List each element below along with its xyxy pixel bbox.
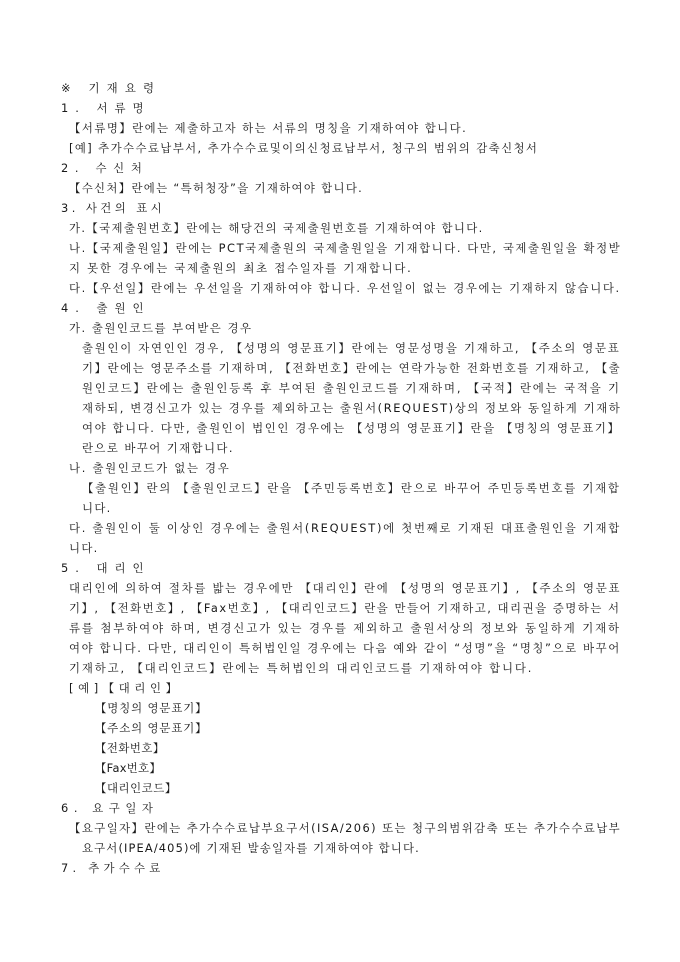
example-line: [예]【대리인】 [69,681,182,695]
section-heading: 6. 요구일자 [61,801,159,815]
paragraph-line: 다. 출원인이 둘 이상인 경우에는 출원서(REQUEST)에 첫번째로 기재된 대표출원인을 기재합 [69,521,622,535]
paragraph-line: 요구서(IPEA/405)에 기재된 발송일자를 기재하여야 합니다. [82,841,420,855]
example-item: 【명칭의 영문표기】 [95,701,208,715]
example-item: 【주소의 영문표기】 [95,721,208,735]
paragraph-line: 니다. [82,501,112,515]
paragraph-line: 기】란에는 영문주소를 기재하며, 【전화번호】란에는 연락가능한 전화번호를 기재하고, 【출 [82,361,622,375]
example-line: [예] 추가수수료납부서, 추가수수료및이의신청료납부서, 청구의 범위의 감축신청서 [69,141,539,155]
paragraph-line: 출원인이 자연인인 경우, 【성명의 영문표기】란에는 영문성명을 기재하고, 【주소의 영문표 [82,341,621,355]
paragraph-line: 여야 합니다. 다만, 출원인이 법인인 경우에는 【성명의 영문표기】란을 【명칭의 영문표기】 [82,421,621,435]
paragraph-line: 【수신처】란에는 “특허청장”을 기재하여야 합니다. [69,181,364,195]
paragraph-line: 류를 첨부하여야 하며, 변경신고가 있는 경우를 제외하고 출원서상의 정보와 동일하게 기재하 [69,621,621,635]
paragraph-line: 기재하고, 【대리인코드】란에는 특허법인의 대리인코드를 기재하여야 합니다. [69,661,534,675]
paragraph-line: 니다. [69,541,99,555]
section-heading: 5. 대리인 [61,561,151,575]
paragraph-line: 기】, 【전화번호】, 【Fax번호】, 【대리인코드】란을 만들어 기재하고, 대리권을 증명하는 서 [69,601,621,615]
subsection-heading: 나. 출원인코드가 없는 경우 [69,461,231,475]
paragraph-line: 【출원인】란의 【출원인코드】란을 【주민등록번호】란으로 바꾸어 주민등록번호를 기재합 [82,481,621,495]
section-heading: 7. 추가수수료 [61,861,165,875]
paragraph-line: 가.【국제출원번호】란에는 해당건의 국제출원번호를 기재하여야 합니다. [69,221,484,235]
example-item: 【Fax번호】 [95,761,162,775]
section-heading: 2. 수신처 [61,161,149,175]
paragraph-line: 다.【우선일】란에는 우선일을 기재하여야 합니다. 우선일이 없는 경우에는 기재하지 않습니다. [69,281,621,295]
paragraph-line: 원인코드】란에는 출원인등록 후 부여된 출원인코드를 기재하며, 【국적】란에는 국적을 기 [82,381,621,395]
subsection-heading: 가. 출원인코드를 부여받은 경우 [69,321,253,335]
paragraph-line: 대리인에 의하여 절차를 밟는 경우에만 【대리인】란에 【성명의 영문표기】, 【주소의 영문표 [69,581,622,595]
section-heading: 1. 서류명 [61,101,151,115]
section-heading: 4. 출원인 [61,301,151,315]
paragraph-line: 지 못한 경우에는 국제출원의 최초 접수일자를 기재합니다. [69,261,413,275]
section-heading: 3. 사건의 표시 [61,201,166,215]
paragraph-line: 재하되, 변경신고가 있는 경우를 제외하고는 출원서(REQUEST)상의 정보와 동일하게 기재하 [82,401,622,415]
example-item: 【대리인코드】 [95,781,177,795]
paragraph-line: 【요구일자】란에는 추가수수료납부요구서(ISA/206) 또는 청구의범위감축 또는 추가수수료납부 [69,821,622,835]
example-item: 【전화번호】 [95,741,165,755]
paragraph-line: 여야 합니다. 다만, 대리인이 특허법인일 경우에는 다음 예와 같이 “성명”을 “명칭”으로 바꾸어 [69,641,621,655]
section-heading-notes: ※ 기재요령 [61,81,162,95]
paragraph-line: 【서류명】란에는 제출하고자 하는 서류의 명칭을 기재하여야 합니다. [69,121,468,135]
paragraph-line: 란으로 바꾸어 기재합니다. [82,441,234,455]
paragraph-line: 나.【국제출원일】란에는 PCT국제출원의 국제출원일을 기재합니다. 다만, 국제출원일을 확정받 [69,241,622,255]
